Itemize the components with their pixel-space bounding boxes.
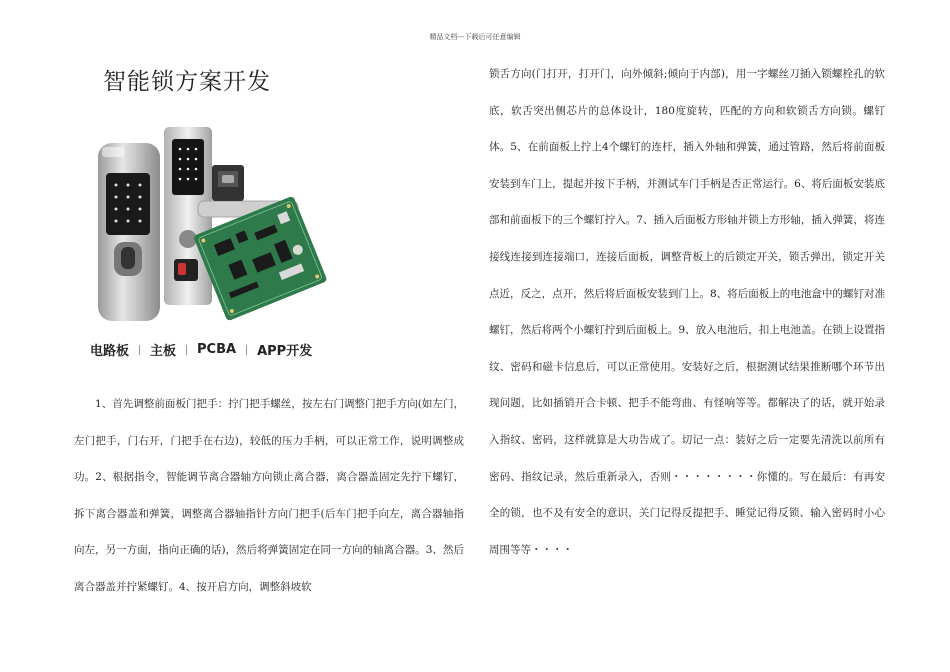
tag-divider [186,345,187,355]
body-paragraph: 锁舌方向(门打开，打开门，向外倾斜;倾向于内部)，用一字螺丝刀插入锁螺栓孔的软底，软舌突出侧芯片的总体设计，180度旋转，匹配的方向和软锁舌方向锁。螺钉体。5、在前面板上拧上4个螺钉的连杆，插入外轴和弹簧，通过管路，然后将前面板安装到车门上，提起并按下手柄，并测试车门手柄是否正常运行。6、将后面板安装底部和前面板下的三个螺钉拧入。7、插入后面板方形轴并锁上方形轴，插入弹簧，将连接线连接到连接端口，连接后面板，调整背板上的后锁定开关，锁舌弹出，锁定开关点近，反之，点开，然后将后面板安装到门上。8、将后面板上的电池盒中的螺钉对准螺钉，然后将两个小螺钉拧到后面板上。9、放入电池后，扣上电池盖。在锁上设置指纹、密码和磁卡信息后，可以正常使用。安装好之后，根据测试结果推断哪个环节出现问题，比如插销开合卡顿、把手不能弯曲、有怪响等等。都解决了的话，就开始录入指纹、密码，这样就算是大功告成了。切记一点：装好之后一定要先清洗以前所有密码、指纹记录，然后重新录入，否则・・・・・・・・你懂的。写在最后：有再安全的锁，也不及有安全的意识，关门记得反提把手、睡觉记得反锁、输入密码时小心周围等等・・・・ [489,68,885,556]
tag-pcba: PCBA [197,342,237,357]
left-column-text [74,386,464,606]
lock-3-icon [212,165,244,201]
banner-title: 智能锁方案开发 [103,69,271,95]
smart-lock-product-illustration [94,127,334,327]
tag-circuit-board: 电路板 [90,344,130,359]
page-header: 精品文档---下载后可任意编辑 [429,33,521,41]
body-paragraph: 1、首先调整前面板门把手：拧门把手螺丝，按左右门调整门把手方向(如左门，左门把手，门右开，门把手在右边)，较低的压力手柄，可以正常工作，说明调整成功。2、根据指令，智能调节离合器轴方向锁止离合器，离合器盖固定先拧下螺钉，拆下离合器盖和弹簧，调整离合器轴指针方向门把手(后车门把手向左，离合器轴指向左，另一方面，指向正确的话)，然后将弹簧固定在同一方向的轴离合器。3、然后离合器盖并拧紧螺钉。4、按开启方向，调整斜坡软 [74,398,464,593]
lock-1-icon [98,143,160,321]
banner-image [74,55,434,365]
right-column-text [489,56,885,568]
tag-divider [246,345,247,355]
tag-mainboard: 主板 [150,344,177,359]
banner-tags [90,340,312,359]
tag-divider [139,345,140,355]
tag-app-development: APP开发 [257,344,313,359]
